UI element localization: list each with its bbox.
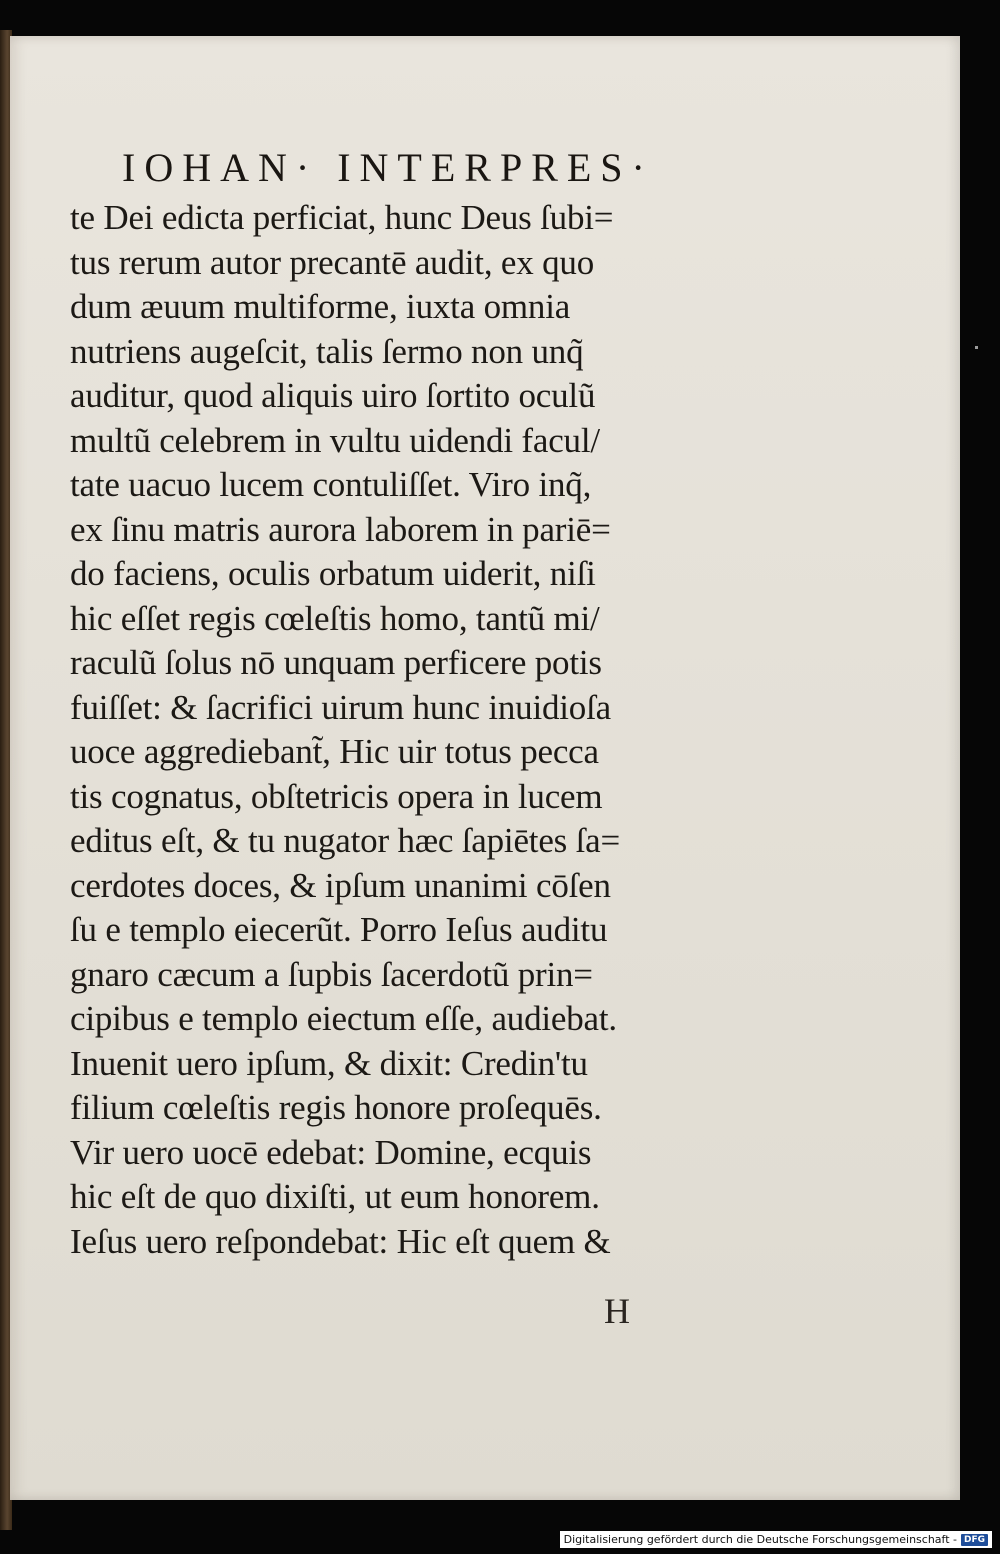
text-line: te Dei edicta perficiat, hunc Deus ſubi= <box>70 198 614 237</box>
text-line: auditur, quod aliquis uiro ſortito oculũ <box>70 376 596 415</box>
text-line: ex ſinu matris aurora laborem in pariē= <box>70 509 611 549</box>
digitization-footer <box>560 1531 992 1548</box>
text-line: ſu e templo eiecerũt. Porro Ieſus auditu <box>70 910 608 949</box>
book-page <box>10 36 960 1500</box>
text-line: Ieſus uero reſpondebat: Hic eſt quem & <box>70 1221 611 1261</box>
text-line: tis cognatus, obſtetricis opera in lucem <box>70 776 603 816</box>
text-line: editus eſt, & tu nugator hæc ſapiētes ſa= <box>70 821 621 860</box>
text-line: cerdotes doces, & ipſum unanimi cōſen <box>70 865 611 905</box>
text-line: hic eſſet regis cœleſtis homo, tantũ mi/ <box>70 598 600 638</box>
text-line: cipibus e templo eiectum eſſe, audiebat. <box>70 999 617 1038</box>
text-line: Vir uero uocē edebat: Domine, ecquis <box>70 1132 592 1172</box>
text-line: gnaro cæcum a ſupbis ſacerdotũ prin= <box>70 954 593 994</box>
text-line: fuiſſet: & ſacrifici uirum hunc inuidioſa <box>70 687 611 727</box>
text-line: filium cœleſtis regis honore proſequēs. <box>70 1088 602 1127</box>
text-line: Inuenit uero ipſum, & dixit: Credin'tu <box>70 1043 588 1083</box>
text-line: hic eſt de quo dixiſti, ut eum honorem. <box>70 1177 600 1216</box>
running-head: IOHAN· INTERPRES· <box>122 145 654 190</box>
text-line: multũ celebrem in vultu uidendi facul/ <box>70 420 600 460</box>
text-line: do faciens, oculis orbatum uiderit, niſi <box>70 554 596 593</box>
text-line: raculũ ſolus nō unquam perficere potis <box>70 643 602 682</box>
body-text <box>70 196 710 1264</box>
scan-dot <box>975 346 978 349</box>
footer-text: Digitalisierung gefördert durch die Deutsche Forschungsgemeinschaft - <box>563 1533 957 1546</box>
text-line: dum æuum multiforme, iuxta omnia <box>70 287 571 326</box>
text-line: tus rerum autor precantē audit, ex quo <box>70 242 595 282</box>
text-line: uoce aggrediebant̃, Hic uir totus pecca <box>70 732 599 771</box>
dfg-logo: DFG <box>961 1534 988 1546</box>
text-line: nutriens augeſcit, talis ſermo non unq̃ <box>70 331 584 371</box>
signature-mark: H <box>604 1291 630 1331</box>
text-line: tate uacuo lucem contuliſſet. Viro inq̃, <box>70 465 592 504</box>
